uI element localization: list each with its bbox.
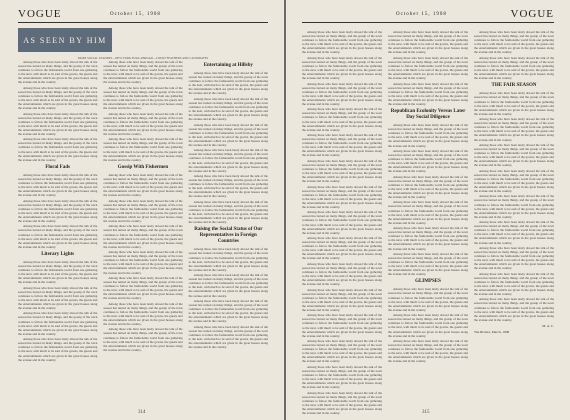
paragraph: Among those who have been lately abroad the talk of the season has turned on many things, and the gossip of the town continues to follow the fashionable world from one gathering to the next, with much to be said of the gowns, the guests and the entertainments which are given in the great houses along the avenue and in the country. (302, 261, 382, 287)
article-title: AS SEEN BY HIM (23, 35, 107, 45)
paragraph: Among those who have been lately abroad the talk of the season has turned on many things, and the gossip of the town continues to follow the fashionable world from one gathering to the next, with much to be said of the gowns, the guests and the entertainments which are given in the great houses along the avenue and in the country. (474, 30, 554, 55)
header-rule-left (18, 22, 268, 23)
paragraph: Among those who have been lately abroad the talk of the season has turned on many things, and the gossip of the town continues to follow the fashionable world from one gathering to the next, with much to be said of the gowns, the guests and the entertainments which are given in the great houses along the avenue and in the country. (103, 85, 183, 111)
paragraph: Among those who have been lately abroad the talk of the season has turned on many things, and the gossip of the town continues to follow the fashionable world from one gathering to the next, with much to be said of the gowns, the guests and the entertainments which are given in the great houses along the avenue and in the country. (474, 142, 554, 168)
paragraph: Among those who have been lately abroad the talk of the season has turned on many things, and the gossip of the town continues to follow the fashionable world from one gathering to the next, with much to be said of the gowns, the guests and the entertainments which are given in the great houses along the avenue and in the country. (188, 324, 268, 350)
paragraph: Among those who have been lately abroad the talk of the season has turned on many things, and the gossip of the town continues to follow the fashionable world from one gathering to the next, with much to be said of the gowns, the guests and the entertainments which are given in the great houses along the avenue and in the country. (18, 198, 98, 224)
paragraph: Among those who have been lately abroad the talk of the season has turned on many things, and the gossip of the town continues to follow the fashionable world from one gathering to the next, with much to be said of the gowns, the guests and the entertainments which are given in the great houses along the avenue and in the country. (388, 81, 468, 106)
paragraph: Among those who have been lately abroad the talk of the season has turned on many things, and the gossip of the town continues to follow the fashionable world from one gathering to the next, with much to be said of the gowns, the guests and the entertainments which are given in the great houses along the avenue and in the country. (474, 220, 554, 245)
paragraph: Among those who have been lately abroad the talk of the season has turned on many things, and the gossip of the town continues to follow the fashionable world from one gathering to the next, with much to be said of the gowns, the guests and the entertainments which are given in the great houses along the avenue and in the country. (18, 285, 98, 311)
paragraph: Among those who have been lately abroad the talk of the season has turned on many things, and the gossip of the town continues to follow the fashionable world from one gathering to the next, with much to be said of the gowns, the guests and the entertainments which are given in the great houses along the avenue and in the country. (388, 251, 468, 277)
paragraph: Among those who have been lately abroad the talk of the season has turned on many things, and the gossip of the town continues to follow the fashionable world from one gathering to the next, with much to be said of the gowns, the guests and the entertainments which are given in the great houses along the avenue and in the country. (188, 96, 268, 122)
paragraph: Among those who have been lately abroad the talk of the season has turned on many things, and the gossip of the town continues to follow the fashionable world from one gathering to the next, with much to be said of the gowns, the guests and the entertainments which are given in the great houses along the avenue and in the country. (188, 174, 268, 199)
paragraph: Among those who have been lately abroad the talk of the season has turned on many things, and the gossip of the town continues to follow the fashionable world from one gathering to the next, with much to be said of the gowns, the guests and the entertainments which are given in the great houses along the avenue and in the country. (103, 250, 183, 275)
paragraph: Among those who have been lately abroad the talk of the season has turned on many things, and the gossip of the town continues to follow the fashionable world from one gathering to the next, with much to be said of the gowns, the guests and the entertainments which are given in the great houses along the avenue and in the country. (18, 172, 98, 198)
paragraph: Among those who have been lately abroad the talk of the season has turned on many things, and the gossip of the town continues to follow the fashionable world from one gathering to the next, with much to be said of the gowns, the guests and the entertainments which are given in the great houses along the avenue and in the country. (302, 236, 382, 261)
paragraph: Among those who have been lately abroad the talk of the season has turned on many things, and the gossip of the town continues to follow the fashionable world from one gathering to the next, with much to be said of the gowns, the guests and the entertainments which are given in the great houses along the avenue and in the country. (18, 137, 98, 162)
subhead: Raising the Social Status of Our Representatives in Foreign Countries (194, 227, 263, 245)
paragraph: Among those who have been lately abroad the talk of the season has turned on many things, and the gossip of the town continues to follow the fashionable world from one gathering to the next, with much to be said of the gowns, the guests and the entertainments which are given in the great houses along the avenue and in the country. (18, 85, 98, 111)
subhead: Gossip With Fishermen (117, 164, 169, 170)
paragraph: Among those who have been lately abroad the talk of the season has turned on many things, and the gossip of the town continues to follow the fashionable world from one gathering to the next, with much to be said of the gowns, the guests and the entertainments which are given in the great houses along the avenue and in the country. (188, 122, 268, 147)
page-date-left: October 15, 1908 (110, 12, 161, 17)
paragraph: Among those who have been lately abroad the talk of the season has turned on many things, and the gossip of the town continues to follow the fashionable world from one gathering to the next, with much to be said of the gowns, the guests and the entertainments which are given in the great houses along the avenue and in the country. (103, 327, 183, 352)
paragraph: Among those who have been lately abroad the talk of the season has turned on many things, and the gossip of the town continues to follow the fashionable world from one gathering to the next, with much to be said of the gowns, the guests and the entertainments which are given in the great houses along the avenue and in the country. (103, 172, 183, 198)
paragraph: Among those who have been lately abroad the talk of the season has turned on many things, and the gossip of the town continues to follow the fashionable world from one gathering to the next, with much to be said of the gowns, the guests and the entertainments which are given in the great houses along the avenue and in the country. (474, 55, 554, 81)
page-number-left: 314 (138, 410, 146, 415)
paragraph: Among those who have been lately abroad the talk of the season has turned on many things, and the gossip of the town continues to follow the fashionable world from one gathering to the next, with much to be said of the gowns, the guests and the entertainments which are given in the great houses along the avenue and in the country. (302, 364, 382, 390)
subhead: Republican Ecolonity Versus Later Day Social Diligence (390, 109, 466, 121)
paragraph: Among those who have been lately abroad the talk of the season has turned on many things, and the gossip of the town continues to follow the fashionable world from one gathering to the next, with much to be said of the gowns, the guests and the entertainments which are given in the great houses along the avenue and in the country. (302, 158, 382, 184)
paragraph: Among those who have been lately abroad the talk of the season has turned on many things, and the gossip of the town continues to follow the fashionable world from one gathering to the next, with much to be said of the gowns, the guests and the entertainments which are given in the great houses along the avenue and in the country. (302, 390, 382, 415)
paragraph: Among those who have been lately abroad the talk of the season has turned on many things, and the gossip of the town continues to follow the fashionable world from one gathering to the next, with much to be said of the gowns, the guests and the entertainments which are given in the great houses along the avenue and in the country. (302, 339, 382, 364)
paragraph: Among those who have been lately abroad the talk of the season has turned on many things, and the gossip of the town continues to follow the fashionable world from one gathering to the next, with much to be said of the gowns, the guests and the entertainments which are given in the great houses along the avenue and in the country. (103, 198, 183, 224)
paragraph: Among those who have been lately abroad the talk of the season has turned on many things, and the gossip of the town continues to follow the fashionable world from one gathering to the next, with much to be said of the gowns, the guests and the entertainments which are given in the great houses along the avenue and in the country. (188, 148, 268, 173)
paragraph: Among those who have been lately abroad the talk of the season has turned on many things, and the gossip of the town continues to follow the fashionable world from one gathering to the next, with much to be said of the gowns, the guests and the entertainments which are given in the great houses along the avenue and in the country. (388, 287, 468, 312)
masthead-left: VOGUE (18, 8, 62, 20)
column-2 (388, 30, 468, 404)
right-page (286, 0, 570, 420)
paragraph: Among those who have been lately abroad the talk of the season has turned on many things, and the gossip of the town continues to follow the fashionable world from one gathering to the next, with much to be said of the gowns, the guests and the entertainments which are given in the great houses along the avenue and in the country. (18, 60, 98, 85)
paragraph: Among those who have been lately abroad the talk of the season has turned on many things, and the gossip of the town continues to follow the fashionable world from one gathering to the next, with much to be said of the gowns, the guests and the entertainments which are given in the great houses along the avenue and in the country. (474, 194, 554, 219)
paragraph: Among those who have been lately abroad the talk of the season has turned on many things, and the gossip of the town continues to follow the fashionable world from one gathering to the next, with much to be said of the gowns, the guests and the entertainments which are given in the great houses along the avenue and in the country. (388, 174, 468, 200)
column-1 (302, 30, 382, 415)
paragraph: Among those who have been lately abroad the talk of the season has turned on many things, and the gossip of the town continues to follow the fashionable world from one gathering to the next, with much to be said of the gowns, the guests and the entertainments which are given in the great houses along the avenue and in the country. (302, 107, 382, 132)
subhead: GLIMPSES (415, 279, 441, 285)
paragraph: Among those who have been lately abroad the talk of the season has turned on many things, and the gossip of the town continues to follow the fashionable world from one gathering to the next, with much to be said of the gowns, the guests and the entertainments which are given in the great houses along the avenue and in the country. (103, 111, 183, 136)
paragraph: Among those who have been lately abroad the talk of the season has turned on many things, and the gossip of the town continues to follow the fashionable world from one gathering to the next, with much to be said of the gowns, the guests and the entertainments which are given in the great houses along the avenue and in the country. (188, 71, 268, 96)
paragraph: Among those who have been lately abroad the talk of the season has turned on many things, and the gossip of the town continues to follow the fashionable world from one gathering to the next, with much to be said of the gowns, the guests and the entertainments which are given in the great houses along the avenue and in the country. (474, 117, 554, 142)
paragraph: Among those who have been lately abroad the talk of the season has turned on many things, and the gossip of the town continues to follow the fashionable world from one gathering to the next, with much to be said of the gowns, the guests and the entertainments which are given in the great houses along the avenue and in the country. (103, 224, 183, 249)
paragraph: Among those who have been lately abroad the talk of the season has turned on many things, and the gossip of the town continues to follow the fashionable world from one gathering to the next, with much to be said of the gowns, the guests and the entertainments which are given in the great houses along the avenue and in the country. (302, 313, 382, 338)
column-2 (103, 60, 182, 404)
paragraph: Among those who have been lately abroad the talk of the season has turned on many things, and the gossip of the town continues to follow the fashionable world from one gathering to the next, with much to be said of the gowns, the guests and the entertainments which are given in the great houses along the avenue and in the country. (103, 137, 183, 162)
paragraph: Among those who have been lately abroad the talk of the season has turned on many things, and the gossip of the town continues to follow the fashionable world from one gathering to the next, with much to be said of the gowns, the guests and the entertainments which are given in the great houses along the avenue and in the country. (302, 133, 382, 158)
paragraph: Among those who have been lately abroad the talk of the season has turned on many things, and the gossip of the town continues to follow the fashionable world from one gathering to the next, with much to be said of the gowns, the guests and the entertainments which are given in the great houses along the avenue and in the country. (188, 247, 268, 272)
paragraph: Among those who have been lately abroad the talk of the season has turned on many things, and the gossip of the town continues to follow the fashionable world from one gathering to the next, with much to be said of the gowns, the guests and the entertainments which are given in the great houses along the avenue and in the country. (474, 271, 554, 297)
paragraph: Among those who have been lately abroad the talk of the season has turned on many things, and the gossip of the town continues to follow the fashionable world from one gathering to the next, with much to be said of the gowns, the guests and the entertainments which are given in the great houses along the avenue and in the country. (388, 55, 468, 81)
paragraph: Among those who have been lately abroad the talk of the season has turned on many things, and the gossip of the town continues to follow the fashionable world from one gathering to the next, with much to be said of the gowns, the guests and the entertainments which are given in the great houses along the avenue and in the country. (474, 297, 554, 322)
paragraph: Among those who have been lately abroad the talk of the season has turned on many things, and the gossip of the town continues to follow the fashionable world from one gathering to the next, with much to be said of the gowns, the guests and the entertainments which are given in the great houses along the avenue and in the country. (388, 30, 468, 55)
paragraph: Among those who have been lately abroad the talk of the season has turned on many things, and the gossip of the town continues to follow the fashionable world from one gathering to the next, with much to be said of the gowns, the guests and the entertainments which are given in the great houses along the avenue and in the country. (388, 313, 468, 338)
paragraph: Among those who have been lately abroad the talk of the season has turned on many things, and the gossip of the town continues to follow the fashionable world from one gathering to the next, with much to be said of the gowns, the guests and the entertainments which are given in the great houses along the avenue and in the country. (474, 245, 554, 271)
paragraph: Among those who have been lately abroad the talk of the season has turned on many things, and the gossip of the town continues to follow the fashionable world from one gathering to the next, with much to be said of the gowns, the guests and the entertainments which are given in the great houses along the avenue and in the country. (474, 168, 554, 194)
paragraph: Among those who have been lately abroad the talk of the season has turned on many things, and the gossip of the town continues to follow the fashionable world from one gathering to the next, with much to be said of the gowns, the guests and the entertainments which are given in the great houses along the avenue and in the country. (188, 199, 268, 225)
column-1 (18, 60, 97, 404)
masthead-right: VOGUE (510, 8, 554, 20)
page-date-right: October 15, 1908 (396, 12, 447, 17)
paragraph: Among those who have been lately abroad the talk of the season has turned on many things, and the gossip of the town continues to follow the fashionable world from one gathering to the next, with much to be said of the gowns, the guests and the entertainments which are given in the great houses along the avenue and in the country. (18, 224, 98, 249)
paragraph: Among those who have been lately abroad the talk of the season has turned on many things, and the gossip of the town continues to follow the fashionable world from one gathering to the next, with much to be said of the gowns, the guests and the entertainments which are given in the great houses along the avenue and in the country. (18, 337, 98, 362)
paragraph: Among those who have been lately abroad the talk of the season has turned on many things, and the gossip of the town continues to follow the fashionable world from one gathering to the next, with much to be said of the gowns, the guests and the entertainments which are given in the great houses along the avenue and in the country. (302, 210, 382, 235)
paragraph: Among those who have been lately abroad the talk of the season has turned on many things, and the gossip of the town continues to follow the fashionable world from one gathering to the next, with much to be said of the gowns, the guests and the entertainments which are given in the great houses along the avenue and in the country. (103, 301, 183, 327)
paragraph: Among those who have been lately abroad the talk of the season has turned on many things, and the gossip of the town continues to follow the fashionable world from one gathering to the next, with much to be said of the gowns, the guests and the entertainments which are given in the great houses along the avenue and in the country. (302, 184, 382, 209)
paragraph: Among those who have been lately abroad the talk of the season has turned on many things, and the gossip of the town continues to follow the fashionable world from one gathering to the next, with much to be said of the gowns, the guests and the entertainments which are given in the great houses along the avenue and in the country. (302, 30, 382, 55)
page-number-right: 315 (422, 410, 430, 415)
article-title-box (18, 28, 112, 52)
left-page (0, 0, 284, 420)
paragraph: Among those who have been lately abroad the talk of the season has turned on many things, and the gossip of the town continues to follow the fashionable world from one gathering to the next, with much to be said of the gowns, the guests and the entertainments which are given in the great houses along the avenue and in the country. (103, 275, 183, 301)
paragraph: Among those who have been lately abroad the talk of the season has turned on many things, and the gossip of the town continues to follow the fashionable world from one gathering to the next, with much to be said of the gowns, the guests and the entertainments which are given in the great houses along the avenue and in the country. (302, 287, 382, 312)
header-rule-right (302, 22, 554, 23)
paragraph: Among those who have been lately abroad the talk of the season has turned on many things, and the gossip of the town continues to follow the fashionable world from one gathering to the next, with much to be said of the gowns, the guests and the entertainments which are given in the great houses along the avenue and in the country. (388, 123, 468, 148)
paragraph: Among those who have been lately abroad the talk of the season has turned on many things, and the gossip of the town continues to follow the fashionable world from one gathering to the next, with much to be said of the gowns, the guests and the entertainments which are given in the great houses along the avenue and in the country. (188, 298, 268, 324)
paragraph: Among those who have been lately abroad the talk of the season has turned on many things, and the gossip of the town continues to follow the fashionable world from one gathering to the next, with much to be said of the gowns, the guests and the entertainments which are given in the great houses along the avenue and in the country. (18, 111, 98, 136)
column-3 (189, 60, 268, 404)
article-subtitle: MORE SOCIAL LEADERS—NEW YORK FOLK ABROAD—COURT FEATHERS AND CANDIDATES (77, 56, 209, 60)
subhead: Floral Fads (45, 164, 70, 170)
paragraph: Among those who have been lately abroad the talk of the season has turned on many things, and the gossip of the town continues to follow the fashionable world from one gathering to the next, with much to be said of the gowns, the guests and the entertainments which are given in the great houses along the avenue and in the country. (18, 259, 98, 285)
paragraph: Among those who have been lately abroad the talk of the season has turned on many things, and the gossip of the town continues to follow the fashionable world from one gathering to the next, with much to be said of the gowns, the guests and the entertainments which are given in the great houses along the avenue and in the country. (388, 200, 468, 225)
subhead: Entertaining at Hillsby (203, 63, 253, 68)
left-columns (18, 60, 268, 404)
subhead: Literary Lights (41, 251, 75, 257)
paragraph: Among those who have been lately abroad the talk of the season has turned on many things, and the gossip of the town continues to follow the fashionable world from one gathering to the next, with much to be said of the gowns, the guests and the entertainments which are given in the great houses along the avenue and in the country. (188, 273, 268, 298)
paragraph: Among those who have been lately abroad the talk of the season has turned on many things, and the gossip of the town continues to follow the fashionable world from one gathering to the next, with much to be said of the gowns, the guests and the entertainments which are given in the great houses along the avenue and in the country. (474, 91, 554, 116)
paragraph: Among those who have been lately abroad the talk of the season has turned on many things, and the gossip of the town continues to follow the fashionable world from one gathering to the next, with much to be said of the gowns, the guests and the entertainments which are given in the great houses along the avenue and in the country. (302, 55, 382, 81)
paragraph: Among those who have been lately abroad the talk of the season has turned on many things, and the gossip of the town continues to follow the fashionable world from one gathering to the next, with much to be said of the gowns, the guests and the entertainments which are given in the great houses along the avenue and in the country. (18, 311, 98, 336)
paragraph: Among those who have been lately abroad the talk of the season has turned on many things, and the gossip of the town continues to follow the fashionable world from one gathering to the next, with much to be said of the gowns, the guests and the entertainments which are given in the great houses along the avenue and in the country. (388, 226, 468, 251)
column-3 (474, 30, 554, 404)
paragraph: Among those who have been lately abroad the talk of the season has turned on many things, and the gossip of the town continues to follow the fashionable world from one gathering to the next, with much to be said of the gowns, the guests and the entertainments which are given in the great houses along the avenue and in the country. (103, 60, 183, 85)
author-signature: M. A. C. (542, 323, 554, 328)
paragraph: Among those who have been lately abroad the talk of the season has turned on many things, and the gossip of the town continues to follow the fashionable world from one gathering to the next, with much to be said of the gowns, the guests and the entertainments which are given in the great houses along the avenue and in the country. (302, 81, 382, 106)
dateline: The Riviera, March, 1908 (474, 329, 510, 334)
paragraph: Among those who have been lately abroad the talk of the season has turned on many things, and the gossip of the town continues to follow the fashionable world from one gathering to the next, with much to be said of the gowns, the guests and the entertainments which are given in the great houses along the avenue and in the country. (388, 338, 468, 364)
subhead: THE FAIR SEASON (491, 83, 537, 89)
paragraph: Among those who have been lately abroad the talk of the season has turned on many things, and the gossip of the town continues to follow the fashionable world from one gathering to the next, with much to be said of the gowns, the guests and the entertainments which are given in the great houses along the avenue and in the country. (388, 148, 468, 174)
